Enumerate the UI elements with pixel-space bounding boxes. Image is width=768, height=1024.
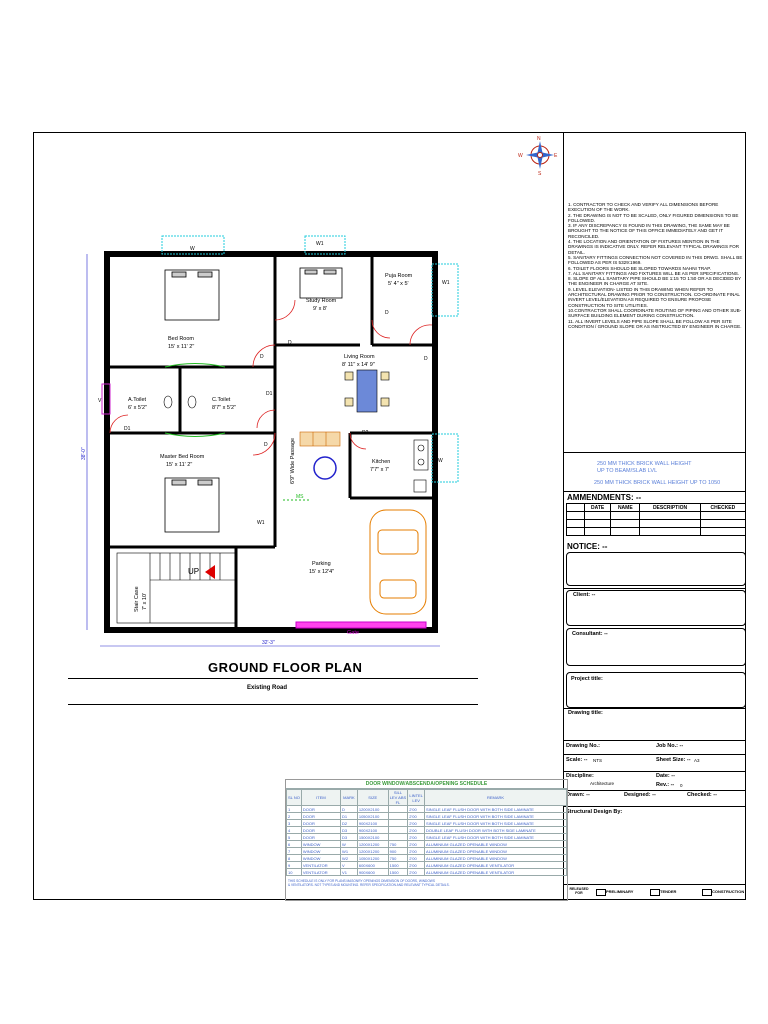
divider (563, 806, 746, 807)
notice-box (566, 552, 746, 586)
mark-d1-atoilet: D1 (124, 426, 131, 432)
table-cell: ALUMINIUM GLAZED OPENABLE VENTILATOR (425, 862, 567, 869)
divider (563, 491, 746, 492)
atoilet-size: 6' x 5'2" (128, 405, 148, 411)
table-cell: WINDOW (301, 855, 340, 862)
living-name: Living Room (344, 354, 375, 360)
table-row (287, 841, 567, 848)
atoilet-name: A.Toilet (128, 397, 147, 403)
table-cell: 2'00 (408, 834, 425, 841)
table-cell: SINGLE LEAF FLUSH DOOR WITH BOTH SIDE LAMINATE (425, 820, 567, 827)
note: 11. ALL INVERT LEVELS AND PIPE SLOPE SHALL BE FOLLOW AS PER SITE CONDITION / GROUND SLOPE OR AS INSTRUCTED BY ENGINEER IN CHARGE. (568, 318, 742, 329)
amend-col-description: DESCRIPTION (640, 504, 701, 512)
kitchen-name: Kitchen (372, 459, 391, 465)
car-icon (370, 510, 426, 614)
table-cell: W (341, 841, 358, 848)
table-cell: W1 (341, 848, 358, 855)
table-cell: D3 (341, 834, 358, 841)
sheet-size-value: A3 (694, 758, 700, 763)
table-cell: 900X2100 (357, 827, 388, 834)
mark-d-study: D (288, 340, 292, 346)
table-row (287, 820, 567, 827)
divider (563, 771, 746, 772)
table-cell: D2 (341, 820, 358, 827)
table-cell: 2'00 (408, 827, 425, 834)
note: 2. THE DRAWING IS NOT TO BE SCALED, ONLY FIGURED DIMENSIONS TO BE FOLLOWED. (568, 212, 739, 223)
note: 6. TOILET FLOORS SHOULD BE SLOPED TOWARDS NAHNI TRAP. (568, 265, 711, 271)
amend-col-checked: CHECKED (700, 504, 745, 512)
dim-width: 32'-3" (262, 640, 275, 646)
compass-icon (518, 136, 558, 177)
table-cell: 1200X1200 (357, 848, 388, 855)
table-row (287, 855, 567, 862)
scale-value: NTS (593, 758, 602, 763)
tender-checkbox[interactable] (650, 889, 660, 896)
table-cell: 5 (287, 834, 302, 841)
divider (563, 754, 746, 755)
table-cell: WINDOW (301, 848, 340, 855)
rev-label: Rev.: -- (656, 782, 675, 788)
study-name: Study Room (306, 298, 337, 304)
tender-label: TENDER (660, 889, 677, 894)
table-cell: DOOR (301, 827, 340, 834)
drawing-title-label: Drawing title: (568, 710, 603, 716)
table-cell: 750 (388, 855, 408, 862)
table-cell: SINGLE LEAF FLUSH DOOR WITH BOTH SIDE LAMINATE (425, 813, 567, 820)
table-cell: 7 (287, 848, 302, 855)
table-cell (388, 827, 408, 834)
schedule-title: DOOR WINDOW/ABSCENDA/OPENING SCHEDULE (286, 780, 567, 789)
date-label: Date: -- (656, 773, 675, 779)
table-cell: DOOR (301, 820, 340, 827)
note: 5. SANITARY FITTINGS CONNECTION NOT COVERED IN THIS DRWG. SHALL BE FOLLOWED AS PER IS 5329:1969. (568, 254, 743, 266)
mark-w-kitchen: W (438, 458, 443, 464)
puja-size: 5' 4" x 5' (388, 281, 409, 287)
construction-checkbox[interactable] (702, 889, 712, 896)
amend-col-name: NAME (611, 504, 640, 512)
mark-d-master: D (264, 442, 268, 448)
mark-w1-master: W1 (257, 520, 265, 526)
table-row (287, 827, 567, 834)
drawing-no-label: Drawing No.: (566, 743, 600, 749)
table-row (287, 862, 567, 869)
legend-line2: UP TO BEAM/SLAB LVL (597, 468, 658, 474)
client-label: Client: -- (573, 592, 596, 598)
mark-w-top: W (190, 246, 195, 252)
general-notes (568, 202, 744, 329)
ctoilet-name: C.Toilet (212, 397, 231, 403)
table-cell: 1500 (388, 862, 408, 869)
table-cell: 2'00 (408, 806, 425, 813)
project-title-label: Project title: (571, 676, 603, 682)
bed-icon (165, 270, 219, 320)
discipline-value: Architecture (590, 781, 615, 786)
table-cell: D (341, 806, 358, 813)
table-row (287, 869, 567, 876)
table-row (287, 813, 567, 820)
bed-icon-master (165, 478, 219, 532)
divider (563, 790, 746, 791)
bedroom-size: 15' x 11' 2" (168, 344, 195, 350)
table-cell: 4 (287, 827, 302, 834)
sched-col-item: ITEM (301, 790, 340, 806)
table-cell: 1500 (388, 869, 408, 876)
table-cell: 750 (388, 841, 408, 848)
table-cell: VENTILATOR (301, 862, 340, 869)
parking-size: 15' x 12'4" (309, 569, 335, 575)
table-cell: V1 (341, 869, 358, 876)
sched-col-mark: MARK (341, 790, 358, 806)
table-cell: D1 (341, 813, 358, 820)
study-size: 9' x 8' (313, 306, 328, 312)
table-cell: 2'00 (408, 813, 425, 820)
ctoilet-size: 8'7" x 5'2" (212, 405, 237, 411)
mark-d-living: D (424, 356, 428, 362)
sheet-size-label: Sheet Size: -- (656, 757, 691, 763)
preliminary-label: PRELIMINARY (606, 889, 634, 894)
master-name: Master Bed Room (160, 454, 205, 460)
compass-w: W (518, 153, 523, 159)
puja-name: Puja Room (385, 273, 413, 279)
note: 8. SLOPE OF ALL SANITARY PIPE SHOULD BE 1:15 TO 1:50 OR AS DECIDED BY THE ENGINEER IN CHARGE AT SITE. (568, 276, 741, 287)
mark-d-bed: D (260, 354, 264, 360)
table-cell: SINGLE LEAF FLUSH DOOR WITH BOTH SIDE LAMINATE (425, 806, 567, 813)
table-cell: V (341, 862, 358, 869)
sched-col-sill: SILL LEV ABS FL (389, 790, 407, 805)
table-cell: 3 (287, 820, 302, 827)
sched-col-remark: REMARK (425, 790, 567, 806)
table-cell: 600X600 (357, 862, 388, 869)
sched-col-size: SIZE (357, 790, 388, 806)
road-line (68, 704, 478, 705)
note: 4. THE LOCATION AND ORIENTATION OF FIXTURES MENTION IN THE DRAWINGS IS INDICATIVE ONLY. REFER RELEVANT TYPICAL DRAWINGS FOR DETAIL. (568, 239, 740, 255)
sched-col-sl: SL NO (287, 790, 302, 806)
table-cell: 2 (287, 813, 302, 820)
table-cell: 1500X2100 (357, 834, 388, 841)
note: 7. ALL SANITARY FITTINGS AND FIXTURES WILL BE AS PER SPECIFICATIONS. (568, 270, 740, 276)
scale-label: Scale: -- (566, 757, 588, 763)
mark-v: V (98, 398, 102, 404)
compass-s: S (538, 171, 542, 177)
table-cell: D3 (341, 827, 358, 834)
mark-d1-ctoilet: D1 (266, 391, 273, 397)
table-row (287, 848, 567, 855)
table-cell: VENTILATOR (301, 869, 340, 876)
table-cell: 1 (287, 806, 302, 813)
table-cell: ALUMINIUM GLAZED OPENABLE VENTILATOR (425, 869, 567, 876)
table-cell: 900X600 (357, 869, 388, 876)
bed-icon-study (300, 268, 342, 298)
dining-table-icon (345, 370, 389, 412)
table-cell: DOOR (301, 806, 340, 813)
table-cell: 2'00 (408, 862, 425, 869)
construction-label: CONSTRUCTION (712, 889, 745, 894)
stair-size: 7' x 10' (142, 592, 148, 610)
table-cell: 10 (287, 869, 302, 876)
note: 10.CONTRACTOR SHALL COORDINATE ROUTING OF PIPING AND OTHER SUB-SURFACE BUILDING ELEMENT DURING CONSTRUCTION. (568, 307, 742, 319)
table-cell: 1200X2100 (357, 806, 388, 813)
table-row (287, 806, 567, 813)
table-cell: 2'00 (408, 841, 425, 848)
opening-schedule (285, 779, 568, 901)
table-cell (388, 813, 408, 820)
table-cell: DOOR (301, 813, 340, 820)
mark-ms: MS (296, 494, 304, 500)
table-cell: DOUBLE LEAF FLUSH DOOR WITH BOTH SIDE LAMINATE (425, 827, 567, 834)
bedroom-name: Bed Room (168, 336, 194, 342)
table-cell: SINGLE LEAF FLUSH DOOR WITH BOTH SIDE LAMINATE (425, 834, 567, 841)
table-cell: 9 (287, 862, 302, 869)
dim-height: 38'-0" (81, 447, 87, 460)
table-cell (388, 834, 408, 841)
table-cell: 2'00 (408, 848, 425, 855)
road-label: Existing Road (247, 685, 288, 691)
gate-line (296, 622, 426, 628)
living-size: 8' 11" x 14' 9" (342, 362, 375, 368)
discipline-label: Discipline: (566, 773, 594, 779)
mark-d2-kitchen: D2 (362, 430, 369, 436)
table-cell: 1200X1200 (357, 841, 388, 848)
floor-plan-drawing (60, 132, 560, 712)
mark-d-puja: D (385, 310, 389, 316)
sched-col-lintel: LINTEL LEV (408, 790, 425, 806)
drawn-label: Drawn: -- (566, 792, 590, 798)
kitchen-size: 7'7" x 7' (370, 467, 390, 473)
note: 9. LEVEL ELEVATION- LISTED IN THIS DRAWING WHEN REFER TO ARCHITECTURAL DRAWING PRIOR TO CONSTRUCTION. CO-ORDINATE FINAL INVERT LEVEL/ELEVATION AS REQUIRED TO ENSURE PROPOSE CONSTRUCTION TO SITE UTILITIES. (568, 286, 740, 308)
amendments-table (566, 503, 746, 536)
preliminary-checkbox[interactable] (596, 889, 606, 896)
rev-value: 0 (680, 783, 683, 788)
note: 1. CONTRACTOR TO CHECK AND VERIFY ALL DIMENSIONS BEFORE EXECUTION OF THE WORK. (568, 202, 719, 213)
notice-label: NOTICE: -- (567, 542, 608, 551)
released-for-label: RELEASED FOR (569, 887, 589, 895)
mark-w1-right: W1 (442, 280, 450, 286)
divider (563, 708, 746, 709)
table-cell: 2'00 (408, 820, 425, 827)
up-label: UP (188, 567, 200, 576)
table-cell (388, 806, 408, 813)
table-cell: 900 (388, 848, 408, 855)
table-cell: 6 (287, 841, 302, 848)
table-cell: WINDOW (301, 841, 340, 848)
coffee-table-icon (314, 457, 336, 479)
divider (563, 740, 746, 741)
table-cell: 1050X2100 (357, 813, 388, 820)
divider (563, 588, 746, 589)
legend-line3: 250 MM THICK BRICK WALL HEIGHT UP TO 1050 (594, 480, 721, 486)
schedule-footnote: & VENTILATORS. NOT TYPES AND MOUNTING. REFER SPECIFICATION AND RELEVANT TYPICAL DETAILS. (288, 883, 450, 887)
table-cell (388, 820, 408, 827)
table-row (287, 834, 567, 841)
table-cell: 1050X1200 (357, 855, 388, 862)
divider (563, 884, 746, 885)
consultant-label: Consultant: -- (572, 631, 608, 637)
table-cell: ALUMINIUM GLAZED OPENABLE WINDOW (425, 841, 567, 848)
table-cell: DOOR (301, 834, 340, 841)
plan-title: GROUND FLOOR PLAN (208, 660, 363, 675)
table-cell: W2 (341, 855, 358, 862)
table-cell: 2'00 (408, 855, 425, 862)
table-cell: ALUMINIUM GLAZED OPENABLE WINDOW (425, 848, 567, 855)
note: 3. IF ANY DISCREPANCY IS FOUND IN THIS DRAWING, THE SAME MAY BE BROUGHT TO THE NOTICE OF THIS OFFICE IMMEDIATELY AND GET IT RECONCILED. (568, 223, 730, 239)
parking-name: Parking (312, 561, 331, 567)
designed-label: Designed: -- (624, 792, 656, 798)
sofa-icon (300, 432, 340, 446)
gate-label: Gate (347, 630, 359, 636)
table-cell: ALUMINIUM GLAZED OPENABLE WINDOW (425, 855, 567, 862)
schedule-footnote: THIS SCHEDULE IS ONLY FOR PLANS MASONRY OPENINGS DIMENSION OF DOORS, WINDOWS (288, 879, 435, 883)
table-cell: 900X2100 (357, 820, 388, 827)
table-cell: 8 (287, 855, 302, 862)
master-size: 15' x 11' 2" (166, 462, 193, 468)
job-no-label: Job No.: -- (656, 743, 684, 749)
plan-title-underline (68, 678, 478, 679)
stair-name: Stair Case (134, 586, 140, 612)
amendments-label: AMMENDMENTS: -- (567, 493, 642, 502)
compass-n: N (537, 136, 541, 142)
legend-line1: 250 MM THICK BRICK WALL HEIGHT (597, 461, 692, 467)
checked-label: Checked: -- (687, 792, 717, 798)
compass-e: E (554, 153, 558, 159)
structural-label: Structural Design By: (566, 809, 623, 815)
table-cell: 2'00 (408, 869, 425, 876)
passage-label: 6'9" Wide Passage (290, 437, 296, 484)
divider (563, 452, 746, 453)
amend-col-date: DATE (584, 504, 610, 512)
mark-w1-top: W1 (316, 241, 324, 247)
